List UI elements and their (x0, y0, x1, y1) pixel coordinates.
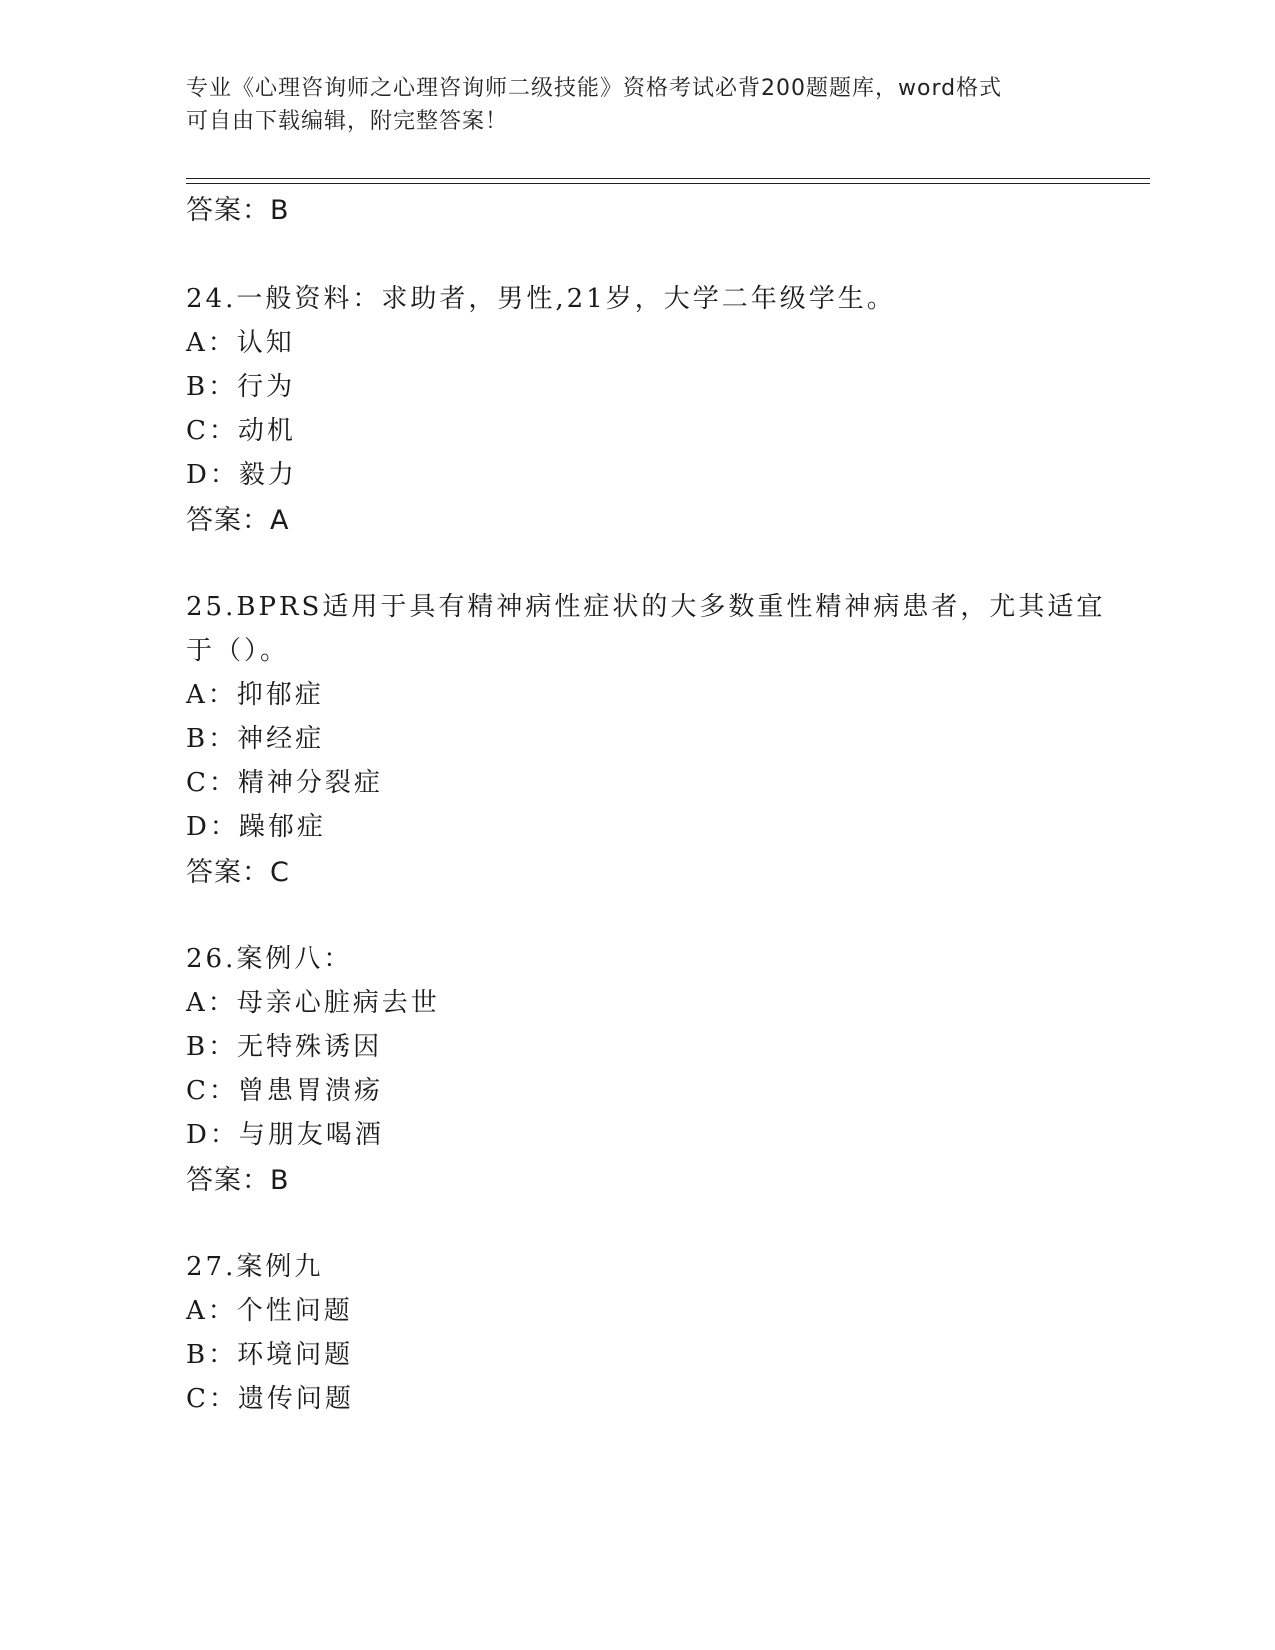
question-27-option-b: B：环境问题 (186, 1340, 354, 1370)
question-25-option-b: B：神经症 (186, 724, 325, 754)
header-rule-top (186, 178, 1150, 179)
question-25-stem-line-2: 于（）。 (186, 636, 290, 666)
question-24-option-c: C：动机 (186, 416, 296, 446)
header-rule-bottom (186, 183, 1150, 184)
question-26-option-b: B：无特殊诱因 (186, 1032, 383, 1062)
question-25-answer: 答案：C (186, 857, 290, 888)
question-24-answer: 答案：A (186, 505, 290, 536)
question-26-option-c: C：曾患胃溃疡 (186, 1076, 383, 1106)
question-24-stem: 24.一般资料：求助者，男性,21岁，大学二年级学生。 (186, 284, 896, 314)
page-header (186, 72, 1086, 138)
question-25-option-c: C：精神分裂症 (186, 768, 383, 798)
question-26-option-d: D：与朋友喝酒 (186, 1120, 384, 1150)
question-25-stem-line-1: 25.BPRS适用于具有精神病性症状的大多数重性精神病患者，尤其适宜 (186, 592, 1106, 622)
header-line-2: 可自由下载编辑，附完整答案！ (186, 109, 509, 134)
answer-prev: 答案：B (186, 195, 290, 226)
question-25-option-a: A：抑郁症 (186, 680, 324, 710)
question-25-option-d: D：躁郁症 (186, 812, 326, 842)
question-24-option-a: A：认知 (186, 328, 295, 358)
header-line-1: 专业《心理咨询师之心理咨询师二级技能》资格考试必背200题题库，word格式 (186, 76, 1003, 101)
question-24-option-b: B：行为 (186, 372, 296, 402)
question-26-option-a: A：母亲心脏病去世 (186, 988, 440, 1018)
question-27-option-a: A：个性问题 (186, 1296, 353, 1326)
question-24-option-d: D：毅力 (186, 460, 297, 490)
question-27-stem: 27.案例九 (186, 1252, 324, 1282)
question-27-option-c: C：遗传问题 (186, 1384, 354, 1414)
question-26-stem: 26.案例八： (186, 944, 353, 974)
question-26-answer: 答案：B (186, 1165, 290, 1196)
